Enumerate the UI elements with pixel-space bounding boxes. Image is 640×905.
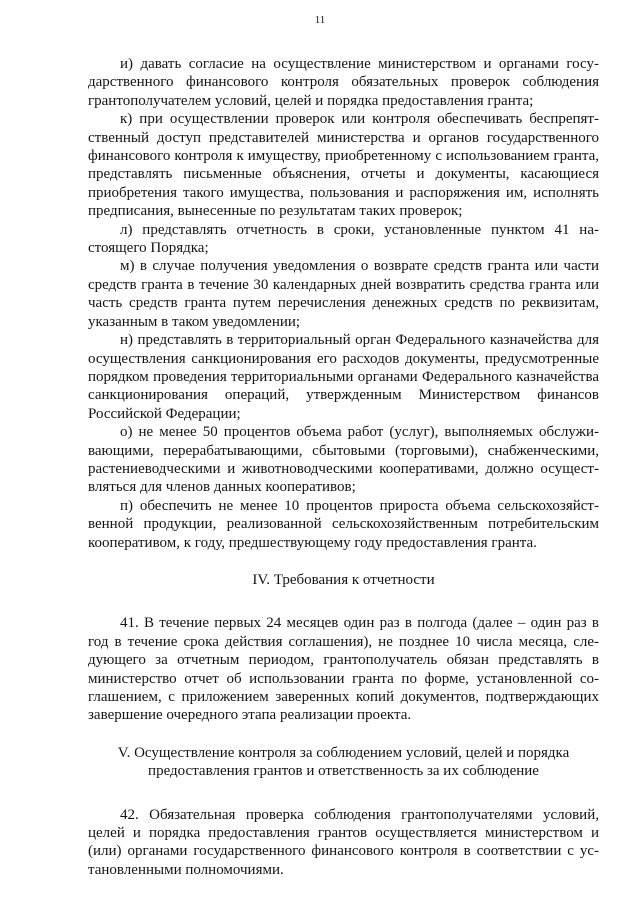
obligation-item-i: и) давать согласие на осуществление министерством и органами государственного финансового контроля обязательных проверок соблюдения грантополучателем условий, целей и порядка предоставления гранта; bbox=[88, 56, 599, 109]
paragraph-41: 41. В течение первых 24 месяцев один раз в полгода (далее – один раз в год в течение срока действия соглашения), не позднее 10 числа месяца, следующего за отчетным периодом, грантополучатель обязан представлять в министерство отчет об использовании гранта по форме, установленной соглашением, с приложением заверенных копий документов, подтверждающих завершение очередного этапа реализации проекта. bbox=[88, 615, 599, 724]
obligation-item-n: н) представлять в территориальный орган Федерального казначейства для осуществления санкционирования его расходов документы, предусмотренные порядком проведения территориальными органами Федерального казначейства санкционирования операций, утвержденным Министерством финансов Российской Федерации; bbox=[88, 332, 599, 422]
section-4-heading: IV. Требования к отчетности bbox=[252, 571, 435, 588]
section-5-heading-line-1: V. Осуществление контроля за соблюдением условий, целей и порядка bbox=[117, 744, 570, 761]
page-number: 11 bbox=[314, 14, 326, 26]
obligation-item-p: п) обеспечить не менее 10 процентов прироста объема сельскохозяйственной продукции, реализованной сельскохозяйственным потребительским кооперативом, к году, предшествующему году предоставления гранта. bbox=[88, 497, 599, 551]
section-5-heading bbox=[88, 744, 599, 781]
document-body bbox=[88, 55, 599, 879]
paragraph-42: 42. Обязательная проверка соблюдения грантополучателями условий, целей и порядка предоставления грантов осуществляется министерством и (или) органами государственного финансового контроля в соответствии с установленными полномочиями. bbox=[88, 806, 599, 878]
obligation-item-k: к) при осуществлении проверок или контроля обеспечивать беспрепятственный доступ представителей министерства и органов государственного финансового контроля к имуществу, приобретенному с использованием гранта, представлять письменные объяснения, отчеты и документы, касающиеся приобретения такого имущества, пользования и распоряжения им, исполнять предписания, вынесенные по результатам таких проверок; bbox=[88, 111, 599, 220]
section-5-heading-line-2: предоставления грантов и ответственность за их соблюдение bbox=[148, 763, 539, 780]
obligation-item-m: м) в случае получения уведомления о возврате средств гранта или части средств гранта в течение 30 календарных дней возвратить средства гранта или часть средств гранта путем перечисления денежных средств по реквизитам, указанным в таком уведомлении; bbox=[88, 258, 599, 330]
obligation-item-o: о) не менее 50 процентов объема работ (услуг), выполняемых обслуживающими, перерабатывающими, сбытовыми (торговыми), снабженческими, растениеводческими и животноводческими кооперативами, должно осуществляться для членов данных кооперативов; bbox=[88, 424, 599, 496]
obligation-item-l: л) представлять отчетность в сроки, установленные пунктом 41 настоящего Порядка; bbox=[88, 221, 599, 257]
